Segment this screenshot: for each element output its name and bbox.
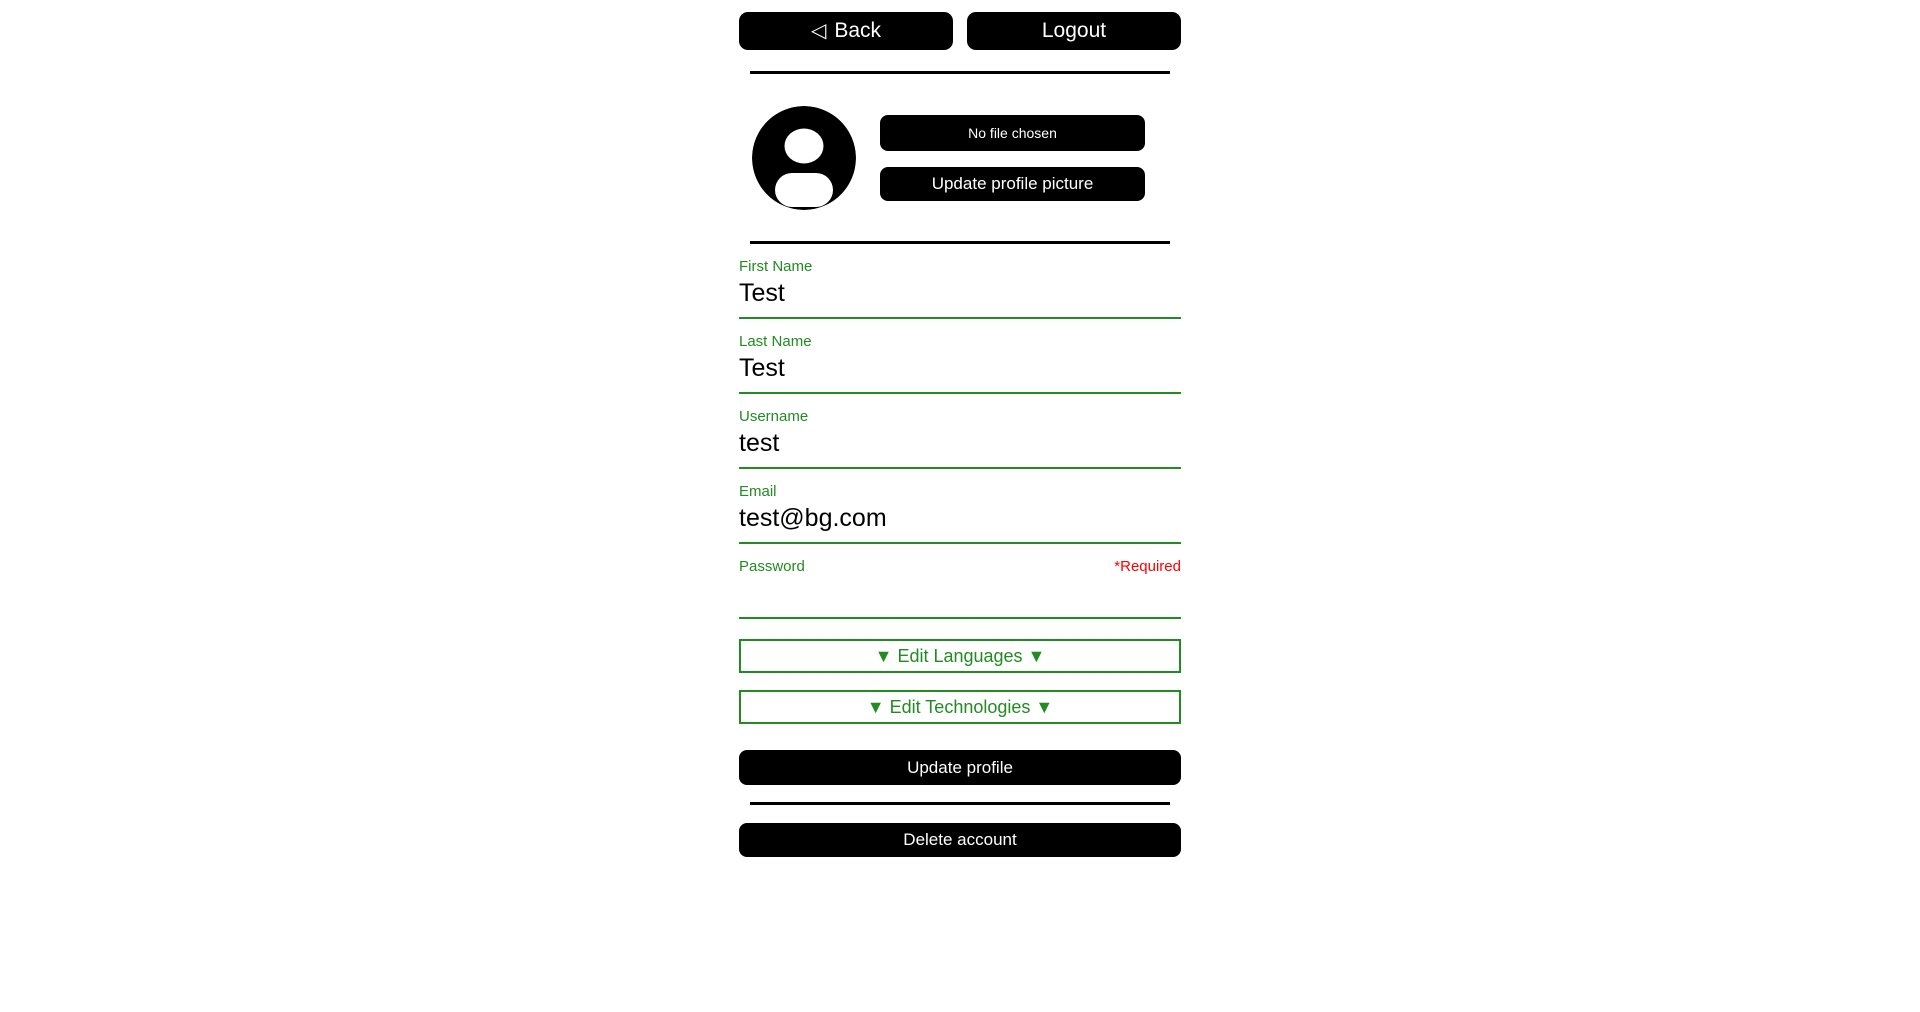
top-action-bar	[739, 12, 1181, 50]
file-status-label: No file chosen	[968, 125, 1057, 141]
username-label: Username	[739, 408, 809, 425]
email-input[interactable]	[739, 501, 1181, 540]
username-input[interactable]	[739, 426, 1181, 465]
last-name-field-group	[739, 319, 1181, 394]
email-field-group	[739, 469, 1181, 544]
update-profile-button[interactable]	[739, 750, 1181, 785]
last-name-input[interactable]	[739, 351, 1181, 390]
back-arrow-icon: ◁	[810, 20, 827, 42]
divider	[750, 802, 1170, 805]
delete-account-button[interactable]	[739, 823, 1181, 857]
password-field-group	[739, 544, 1181, 619]
email-label: Email	[739, 483, 777, 500]
profile-picture-controls	[880, 115, 1181, 201]
required-note: *Required	[1114, 558, 1181, 575]
update-profile-picture-button[interactable]	[880, 167, 1145, 201]
edit-languages-button[interactable]: ▼ Edit Languages ▼	[739, 639, 1181, 673]
update-profile-label: Update profile	[907, 757, 1013, 777]
edit-technologies-button[interactable]: ▼ Edit Technologies ▼	[739, 690, 1181, 724]
delete-account-label: Delete account	[903, 830, 1017, 849]
logout-button-label: Logout	[1041, 19, 1107, 42]
back-button[interactable]	[739, 12, 953, 50]
back-button-label: Back	[834, 19, 882, 42]
profile-edit-page	[739, 0, 1181, 857]
first-name-field-group	[739, 244, 1181, 319]
file-input-status[interactable]	[880, 115, 1145, 151]
logout-button[interactable]	[967, 12, 1181, 50]
divider	[750, 71, 1170, 74]
password-label: Password	[739, 558, 805, 575]
last-name-label: Last Name	[739, 333, 812, 350]
password-input[interactable]	[739, 576, 1181, 615]
profile-picture-section	[739, 106, 1181, 210]
first-name-input[interactable]	[739, 276, 1181, 315]
update-profile-picture-label: Update profile picture	[931, 174, 1094, 193]
first-name-label: First Name	[739, 258, 813, 275]
avatar	[752, 106, 856, 210]
username-field-group	[739, 394, 1181, 469]
